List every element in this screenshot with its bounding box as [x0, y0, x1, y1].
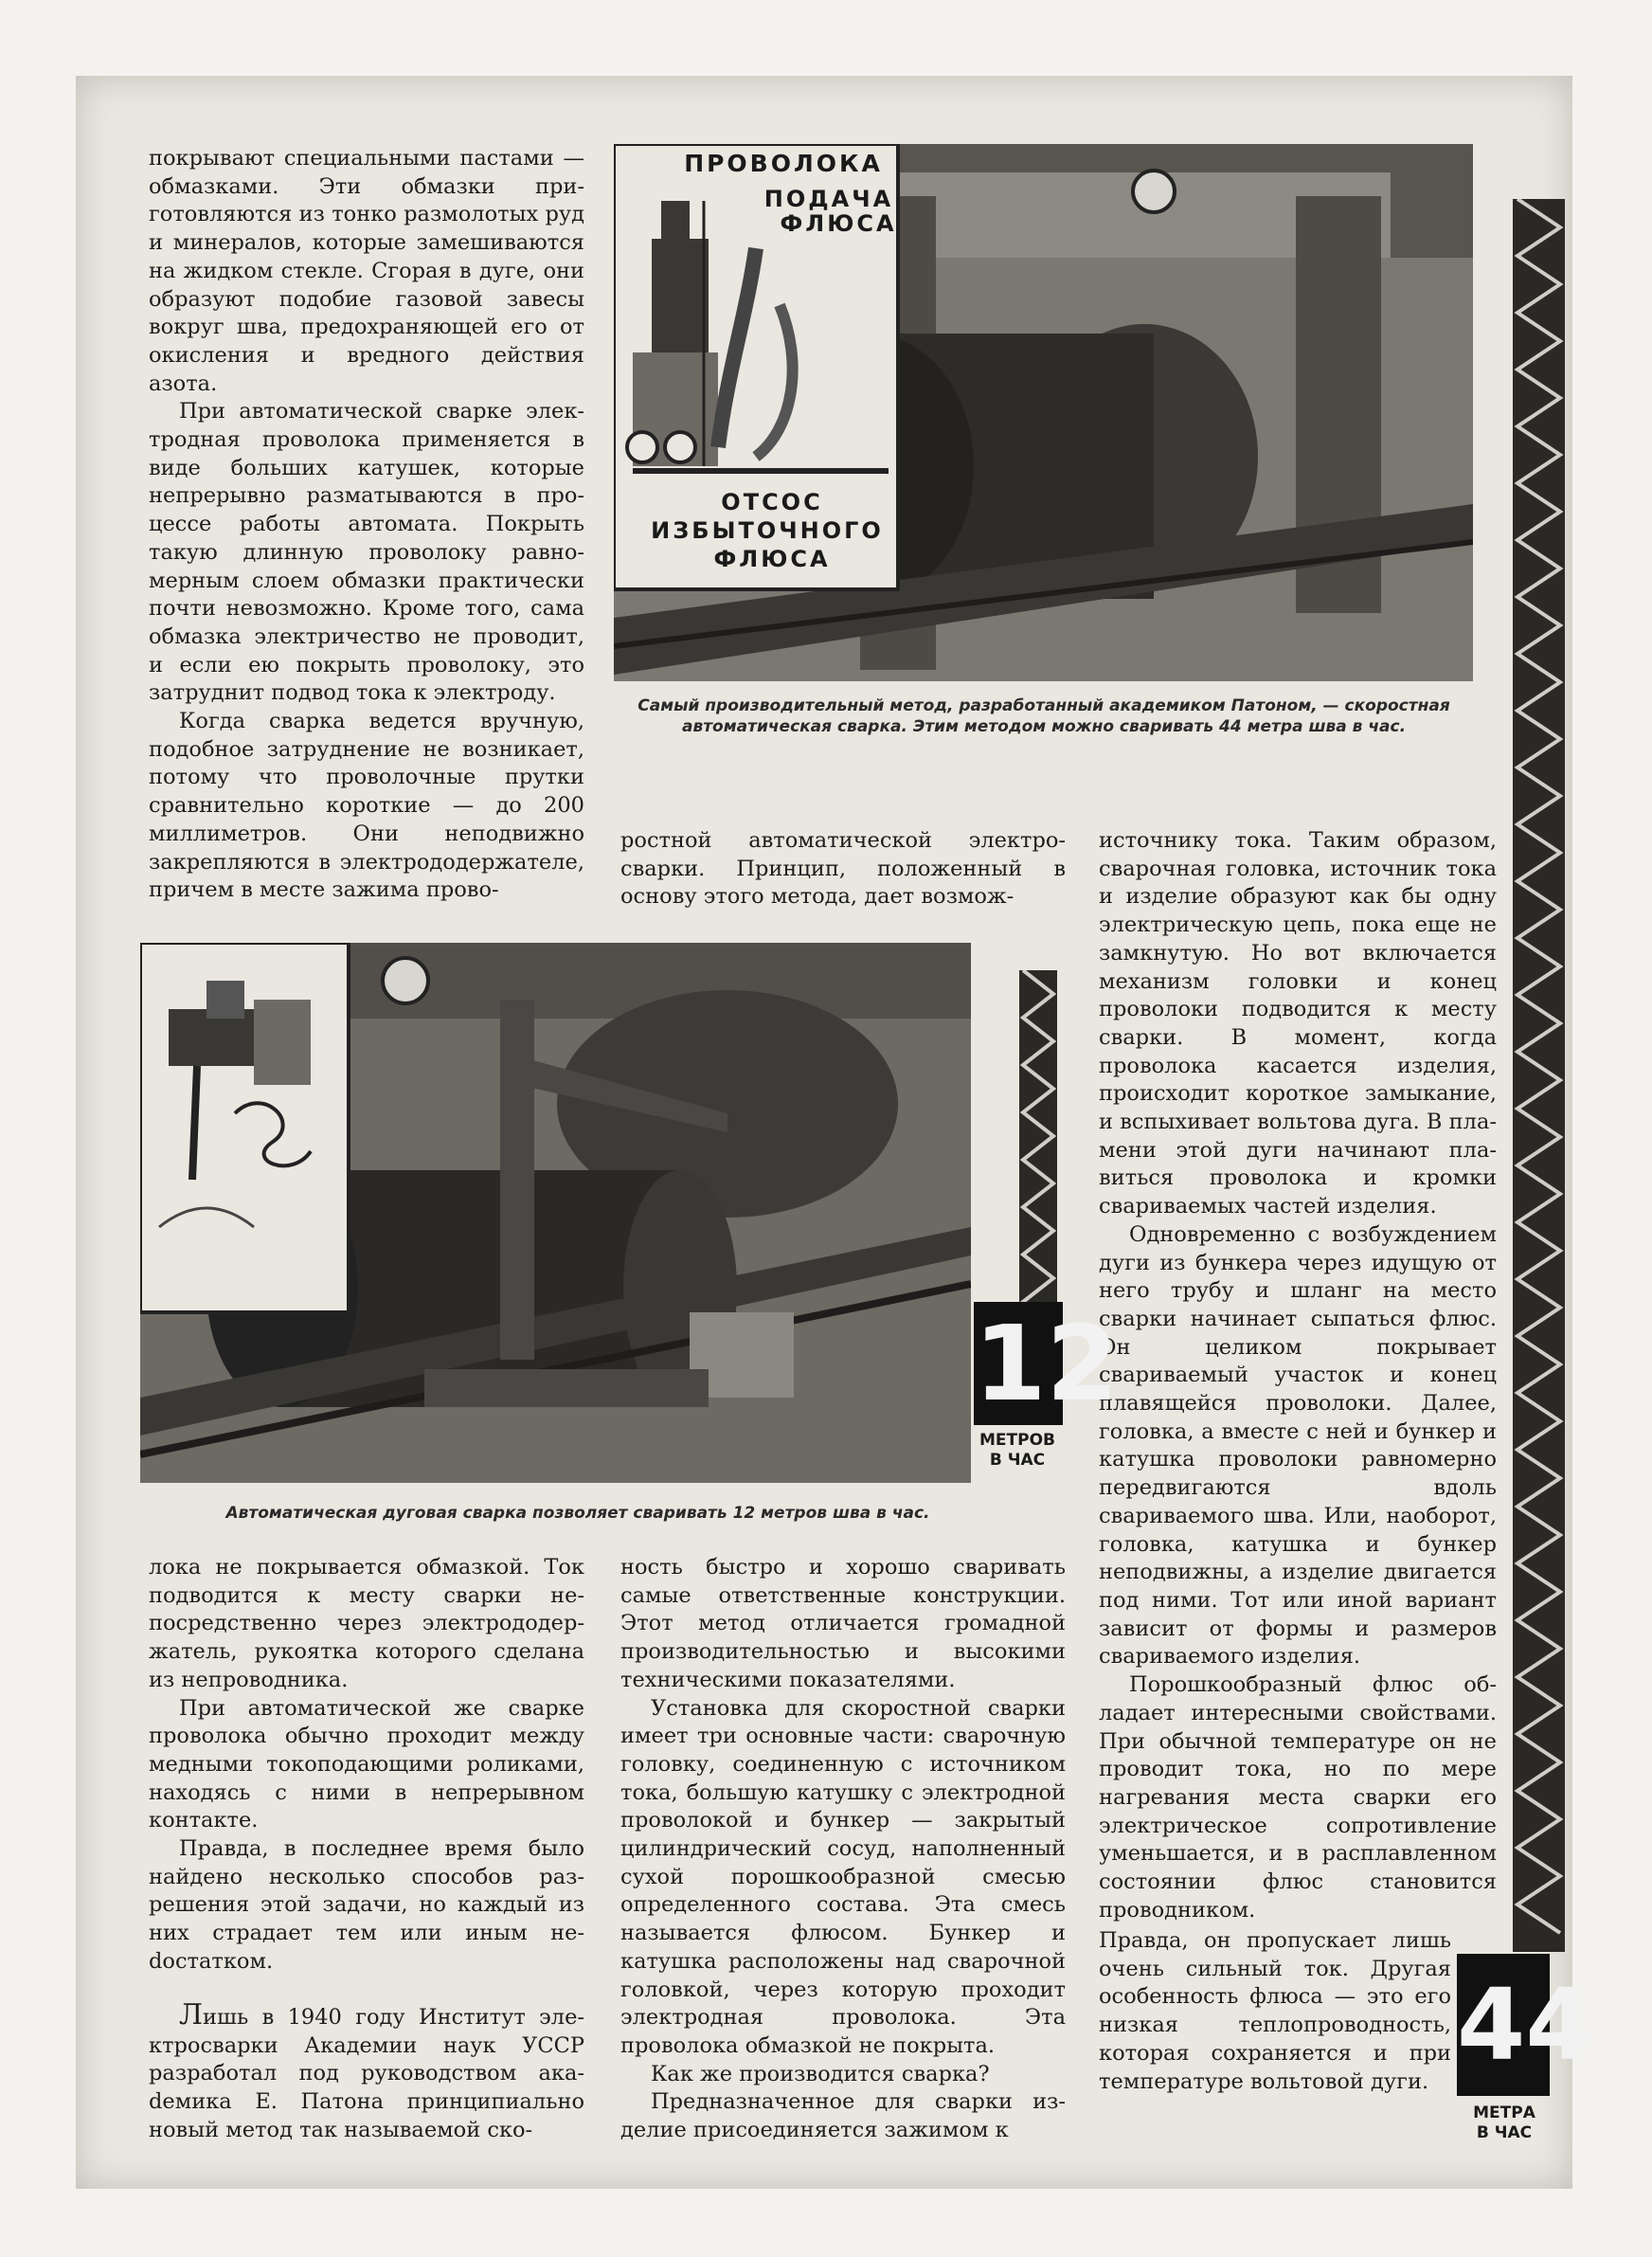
paragraph: Правда, в последнее время было найдено несколько способов разрешения этой задачи, но каждый из них страдает тем или иным неdостатком. [149, 1836, 584, 1974]
paragraph: Лишь в 1940 году Институт электросварки Академии наук УССР разработал под руководством акаdемика Е. Патона принципиально новый метод так называемой ско- [149, 1998, 584, 2142]
paragraph: Как же производится сварка? [651, 2061, 990, 2086]
column-1-bottom-2 [149, 1998, 584, 2145]
badge-12-unit-1: МЕТРОВ [979, 1431, 1055, 1450]
badge-44-unit-2: В ЧАС [1476, 2123, 1533, 2142]
badge-44-unit-1: МЕТРА [1473, 2104, 1535, 2122]
caption-top-figure: Самый производительный метод, разработанный академиком Патоном, — скоростная автоматическая сварка. Этим методом можно сваривать 44 метра шва в час. [637, 696, 1450, 736]
badge-12-unit-2: В ЧАС [989, 1451, 1046, 1470]
paragraph: При автоматической же сварке проволока обычно проходит между медными токоподающими роликами, находясь с ними в непрерывном контакте. [149, 1695, 584, 1833]
paragraph: Порошкообразный флюс обладает интересными свойствами. При обычной температуре он не проводит тока, но по мере нагревания места сварки его электрическое сопротивление уменьшается, и в расплавленном состоянии флюс становится проводником. [1099, 1672, 1497, 1923]
column-3-bottom [1099, 1927, 1451, 2096]
label-flux-feed-1: ПОДАЧА [763, 186, 894, 212]
figure-middle-arc-welding [140, 943, 971, 1483]
label-suction-3: ФЛЮСА [713, 546, 831, 572]
label-wire: ПРОВОЛОКА [684, 150, 883, 177]
badge-12-number: 12 [974, 1303, 1120, 1424]
label-suction-1: ОТСОС [721, 489, 823, 515]
paragraph: При автоматической сварке электродная проволока применяется в виде больших катушек, которые непрерывно разматываются в процессе работы автомата. Покрыть такую длинную проволоку равномерным слоем обмазки практически почти невозможно. Кроме того, сама обмазка электричество не проводит, и если ею покрыть проволоку, это затруднит подвод тока к электроду. [149, 399, 584, 706]
zigzag-strip-12 [1019, 970, 1057, 1321]
column-1-top [149, 145, 584, 905]
figure-top-high-speed-welding [614, 144, 1473, 681]
paragraph: Установка для скоростной сварки имеет три основные части: сварочную головку, соединенную с источником тока, большую катушку с электродной проволокой и бункер — закрытый цилиндрический сосуд, наполненный сухой порошкообразной смесью определенного состава. Эта смесь называется флюсом. Бункер и катушка расположены над сварочной головкой, через которую проходит электродная проволока. Эта проволока обмазкой не покрыта. [620, 1695, 1066, 2058]
paragraph: источнику тока. Таким образом, сварочная головка, источник тока и изделие образуют как бы одну электрическую цепь, пока еще не замкнутую. Но вот включается механизм головки и конец проволоки подводится к месту сварки. В момент, когда проволока касается изделия, происходит короткое замыкание, и вспыхивает вольтова дуга. В пламени этой дуги начинают плавиться проволока и кромки свариваемых частей изделия. [1099, 828, 1497, 1219]
column-2-bottom [620, 1554, 1066, 2145]
illustration-arc-welder [140, 943, 971, 1483]
paragraph: ростной автоматической электросварки. Принцип, положенный в основу этого метода, дает возмож- [620, 828, 1066, 910]
illustration-gantry-welder [614, 144, 1473, 681]
label-flux-feed-2: ФЛЮСА [780, 210, 897, 237]
paragraph: Предназначенное для сварки изделие присоединяется зажимом к [620, 2089, 1066, 2143]
column-3 [1099, 827, 1497, 1924]
paragraph: Когда сварка ведется вручную, подобное затруднение не возникает, потому что проволочные прутки сравнительно короткие — до 200 миллиметров. Они неподвижно закрепляются в электрододержателе, причем в месте зажима прово- [149, 709, 584, 903]
paragraph: Правда, он пропускает лишь очень сильный ток. Другая особенность флюса — это его низкая теплопроводность, которая сохраняется и при температуре вольтовой дуги. [1099, 1928, 1451, 2094]
paragraph: покрывают специальными пастами — обмазками. Эти обмазки приготовляются из тонко размолотых руд и минералов, которые замешиваются на жидком стекле. Сгорая в дуге, они образуют подобие газовой завесы вокруг шва, предохраняющей его от окисления и вредного действия азота. [149, 146, 584, 396]
label-suction-2: ИЗБЫТОЧНОГО [651, 517, 884, 544]
badge-44-number: 44 [1457, 1954, 1550, 2096]
column-1-bottom [149, 1554, 584, 1977]
column-2-top [620, 827, 1066, 912]
paragraph: Одновременно с возбуждением дуги из бункера через идущую от него трубу и шланг на место сварки начинает сыпаться флюс. Он целиком покрывает свариваемый участок и конец плавящейся проволоки. Далее, головка, а вместе с ней и бункер и катушка проволоки равномерно передвигаются вдоль свариваемого шва. Или, наоборот, головка, катушка и бункер неподвижны, а изделие двигается под ними. Тот или иной вариант зависит от формы и размеров свариваемого изделия. [1099, 1221, 1497, 1670]
zigzag-strip-right [1513, 199, 1565, 1952]
paragraph: лока не покрывается обмазкой. Ток подводится к месту сварки непосредственно через электрододержатель, рукоятка которого сделана из непроводника. [149, 1555, 584, 1692]
paragraph: ность быстро и хорошо сваривать самые ответственные конструкции. Этот метод отличается громадной производительностью и высокими техническими показателями. [620, 1555, 1066, 1692]
caption-middle-figure: Автоматическая дуговая сварка позволяет сваривать 12 метров шва в час. [225, 1504, 930, 1523]
